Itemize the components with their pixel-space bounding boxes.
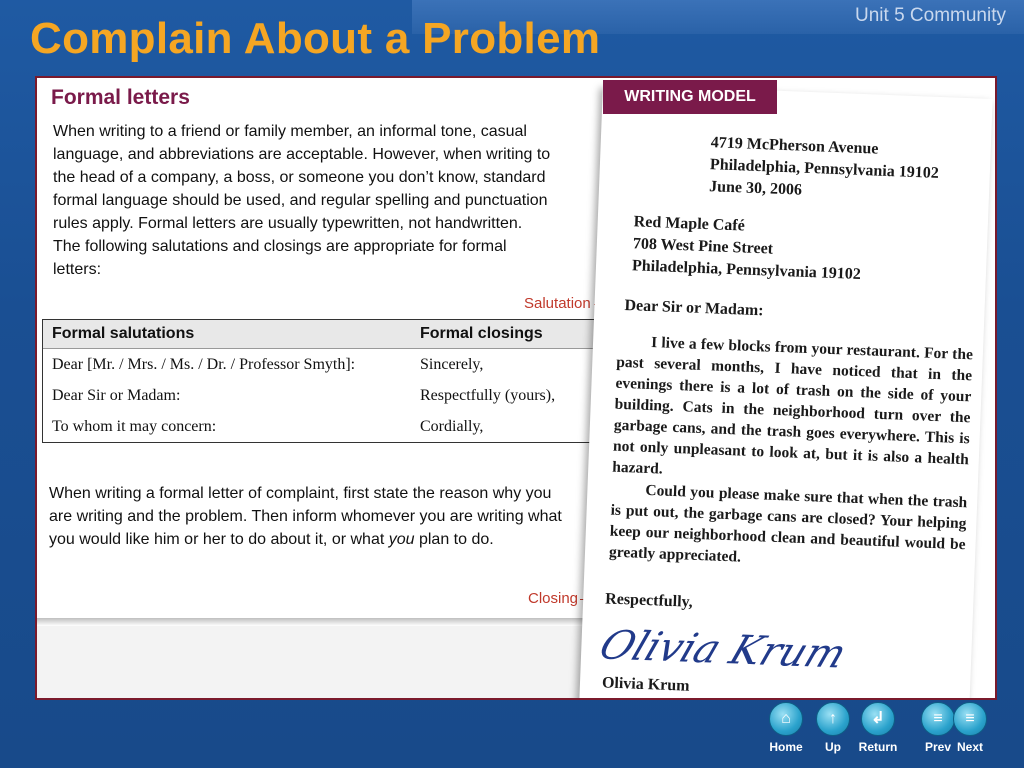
slide-title: Complain About a Problem [30,14,601,63]
home-icon: ⌂ [769,702,803,736]
prev-icon: ≡ [921,702,955,736]
section-title: Formal letters [51,86,190,109]
writing-model-tab: WRITING MODEL [603,80,777,114]
prev-label: Prev [924,740,952,754]
writing-model-letter [578,84,992,700]
home-label: Home [769,740,803,754]
letter-body-2: Could you please make sure that when the trash is put out, the garbage cans are closed? Your helping keep our neighborhood clean and beautiful would be greatly appreciated. [608,481,968,566]
content-panel [35,76,997,700]
header-closings: Formal closings [420,325,543,342]
letter-salutation: Dear Sir or Madam: [624,296,764,320]
recipient-address-1: 708 West Pine Street [632,235,774,258]
formal-phrases-table [42,319,622,443]
outro-text-2: plan to do. [414,531,494,548]
closing-annotation: Closing [528,590,579,607]
letter-body-1: I live a few blocks from your restaurant. For the past several months, I have noticed that in the evenings there is a lot of trash on the side of your building. Cats in the neighborhood turn over the garbage cans, and the trash goes everywhere. This is not only unpleasant to look at, but it is also a health hazard. [611,334,974,478]
next-icon: ≡ [953,702,987,736]
next-label: Next [956,740,983,754]
sender-address-1: 4719 McPherson Avenue [710,134,879,158]
table-header [43,320,622,349]
recipient-name: Red Maple Café [633,213,746,235]
letter-closing: Respectfully, [604,590,694,611]
table-cell-salutation-2: Dear Sir or Madam: [52,387,181,404]
table-cell-closing-2: Respectfully (yours), [420,387,556,404]
return-label: Return [858,740,898,754]
outro-text-1: When writing a formal letter of complaint, first state the reason why you are writing and the problem. Then inform whomever you are writing what you would like him or her to do about it, or what [49,485,562,548]
up-button[interactable] [813,702,853,760]
unit-label: Unit 5 Community [855,5,1006,26]
navigation-bar [764,702,1004,762]
intro-paragraph: When writing to a friend or family member, an informal tone, casual language, and abbreviations are acceptable. However, when writing to the head of a company, a boss, or someone you don’t know, standard formal language should be used, and regular spelling and punctuation rules apply. Formal letters are usually typewritten, not handwritten. The following salutations and closings are appropriate for formal letters: [53,123,551,278]
table-cell-salutation-3: To whom it may concern: [52,418,217,435]
return-icon: ↲ [861,702,895,736]
up-label: Up [825,740,841,754]
return-button[interactable] [858,702,898,760]
signer-name: Olivia Krum [601,674,690,695]
page-shadow [37,618,637,626]
recipient-address-2: Philadelphia, Pennsylvania 19102 [631,257,862,284]
outro-emphasis: you [388,531,415,548]
page-bottom [37,626,637,700]
sender-address-2: Philadelphia, Pennsylvania 19102 [709,156,940,182]
salutation-annotation: Salutation [524,295,591,312]
table-cell-closing-1: Sincerely, [420,356,484,373]
home-button[interactable] [766,702,806,760]
table-cell-closing-3: Cordially, [420,418,484,435]
table-cell-salutation-1: Dear [Mr. / Mrs. / Ms. / Dr. / Professor Smyth]: [52,356,356,373]
outro-paragraph [49,482,569,551]
next-button[interactable] [950,702,990,760]
signature: Olivia Krum [593,622,853,678]
letter-date: June 30, 2006 [708,178,803,199]
up-arrow-icon: ↑ [816,702,850,736]
header-salutations: Formal salutations [52,325,195,342]
